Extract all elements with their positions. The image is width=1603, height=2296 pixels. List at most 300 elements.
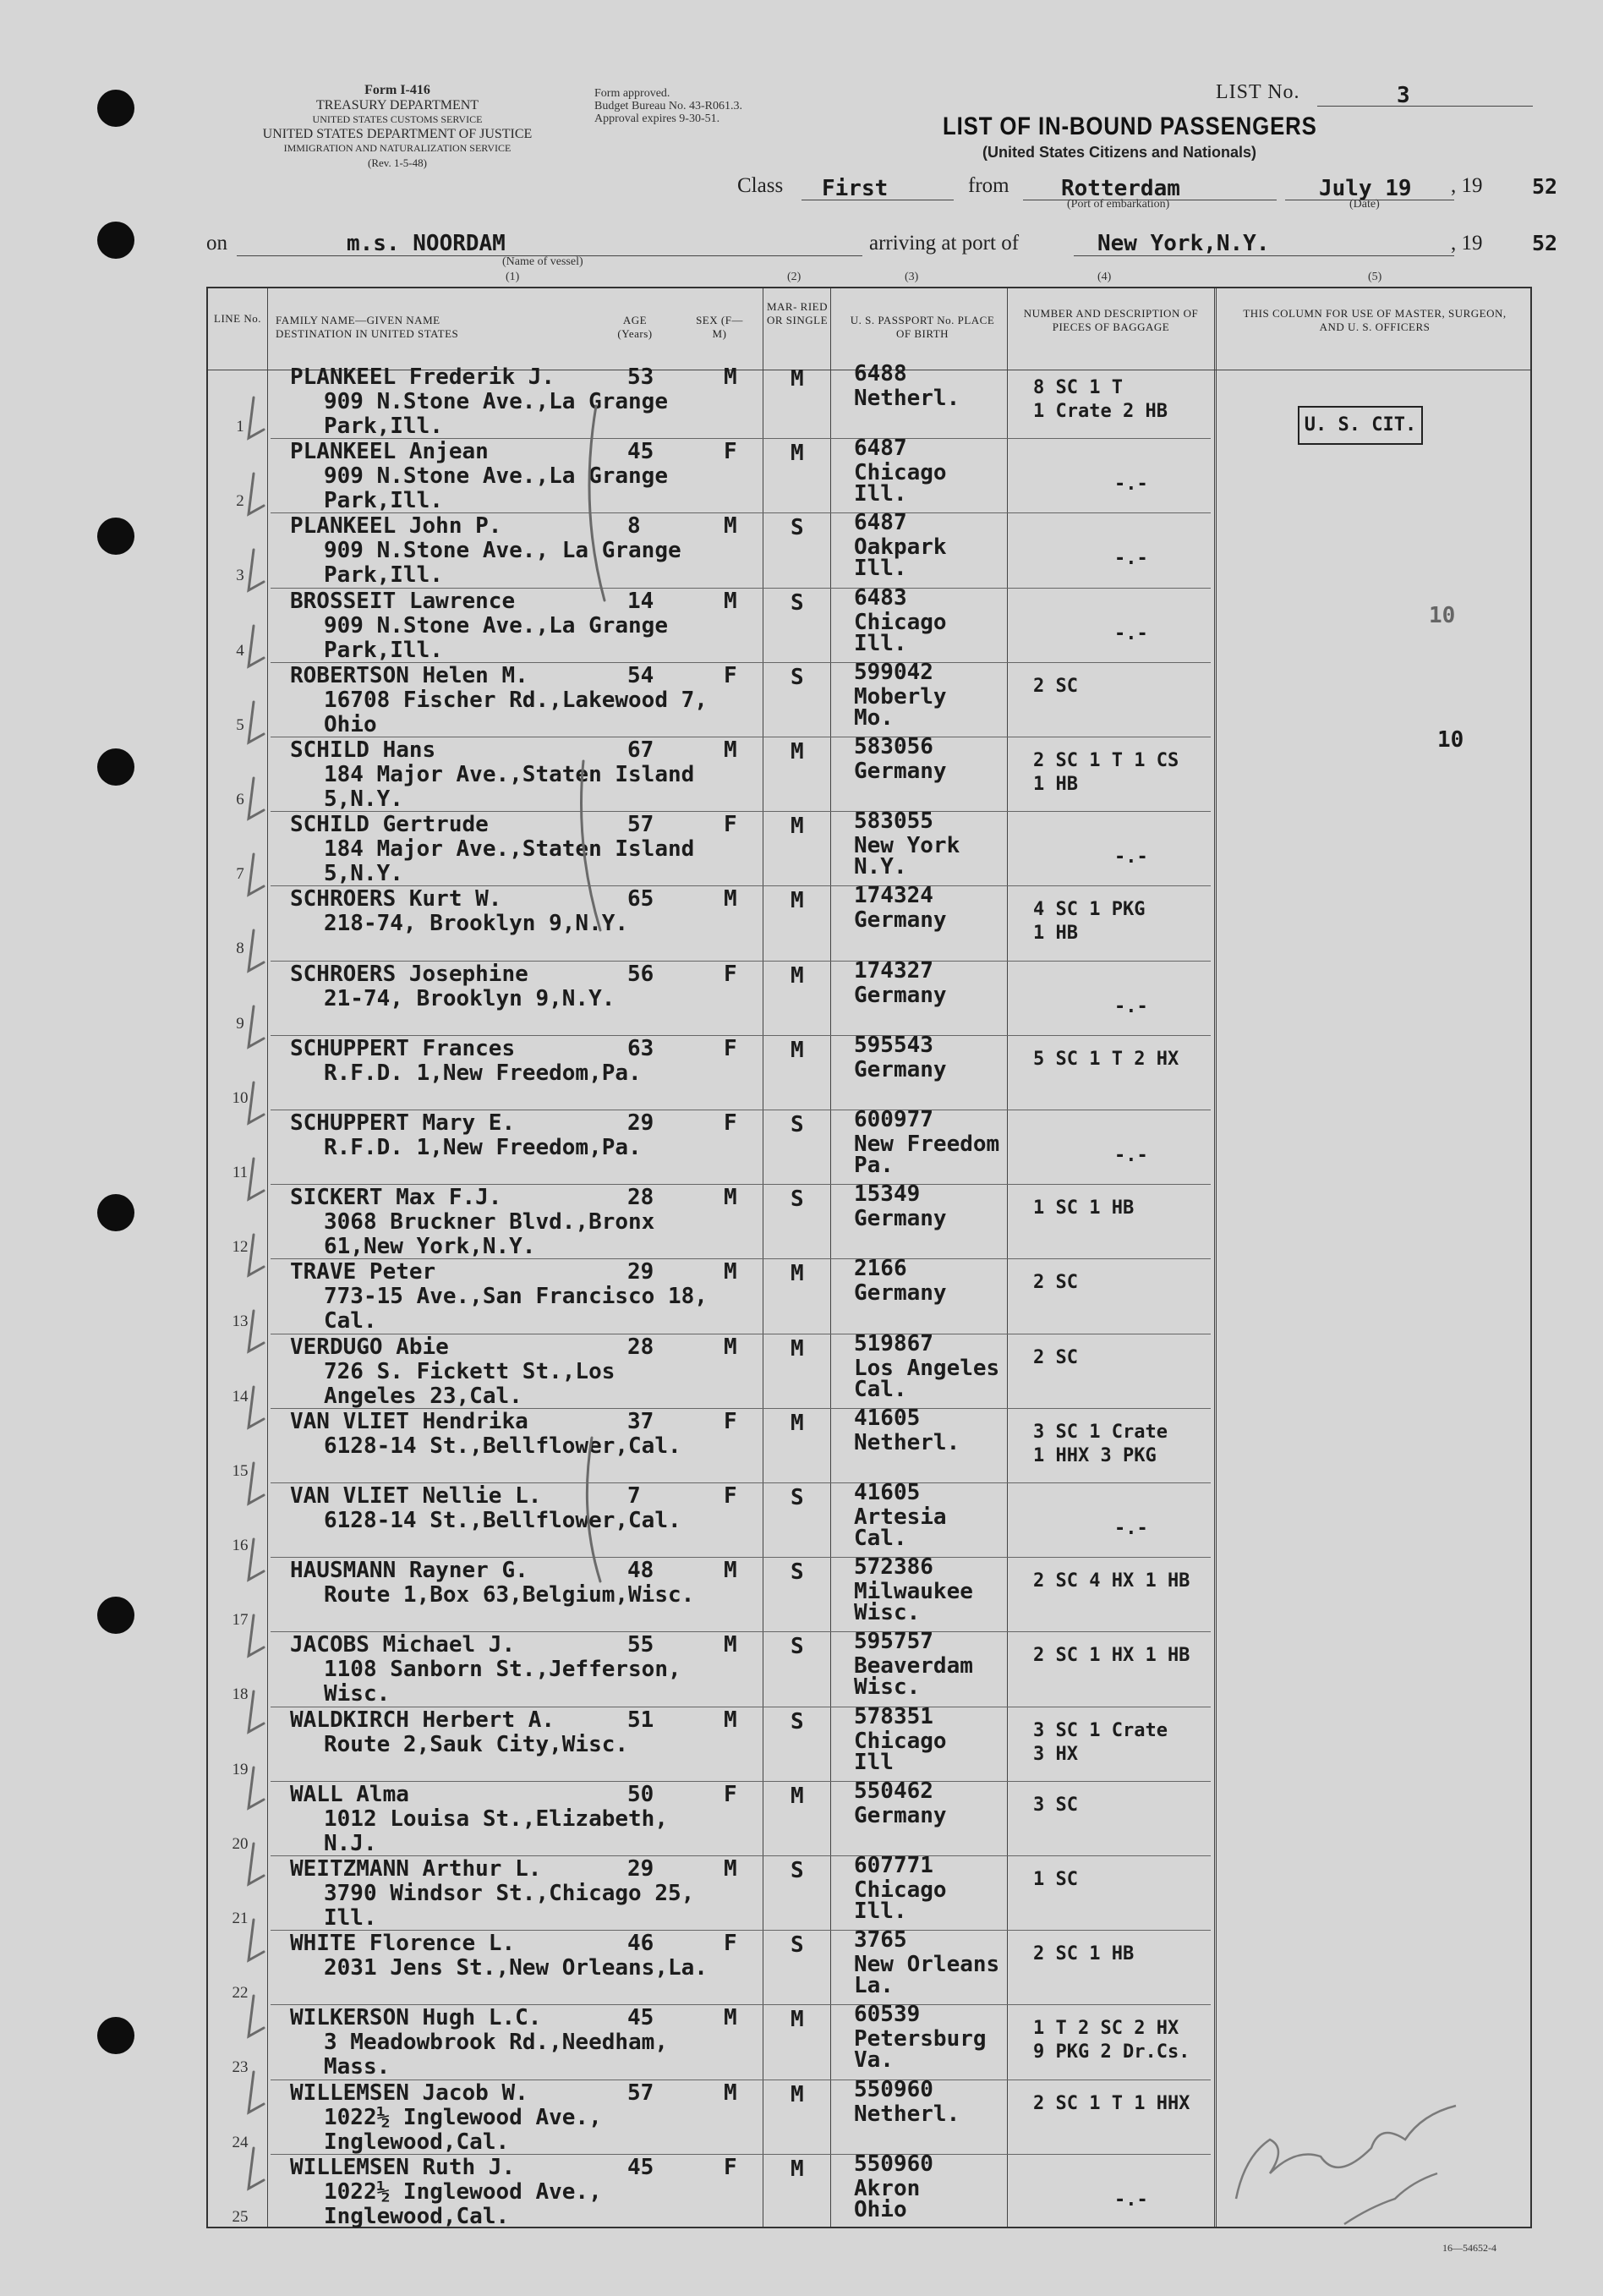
- passenger-name: SCHUPPERT Mary E.: [290, 1110, 516, 1136]
- marital-status: M: [791, 2156, 804, 2182]
- marital-status: S: [791, 590, 804, 616]
- passenger-age: 8: [627, 513, 641, 539]
- baggage-description: 1 T 2 SC 2 HX: [1033, 2018, 1179, 2039]
- passenger-name: TRAVE Peter: [290, 1259, 436, 1285]
- passenger-name: WILLEMSEN Ruth J.: [290, 2155, 516, 2180]
- line-number: 2: [236, 492, 244, 510]
- year-prefix: , 19: [1451, 174, 1483, 197]
- baggage-description: 2 SC 1 T 1 HHX: [1033, 2093, 1190, 2114]
- baggage-description: -.-: [1114, 623, 1148, 644]
- line-number: 3: [236, 567, 244, 584]
- passenger-sex: F: [724, 2155, 737, 2180]
- place-of-birth: Germany: [854, 1206, 947, 1231]
- destination-address: Mass.: [324, 2054, 391, 2080]
- passenger-age: 67: [627, 737, 654, 763]
- place-of-birth: Ill.: [854, 631, 907, 656]
- passenger-sex: M: [724, 1707, 737, 1733]
- baggage-description: 1 Crate 2 HB: [1033, 401, 1168, 422]
- destination-address: Ill.: [324, 1905, 377, 1931]
- passenger-sex: F: [724, 812, 737, 837]
- baggage-description: 4 SC 1 PKG: [1033, 899, 1146, 920]
- form-number: Form I-416: [364, 83, 430, 97]
- column-header-baggage: NUMBER AND DESCRIPTION OF PIECES OF BAGGAGE: [1023, 307, 1199, 333]
- destination-address: Route 1,Box 63,Belgium,Wisc.: [324, 1582, 695, 1608]
- baggage-description: 1 HB: [1033, 774, 1078, 795]
- passenger-sex: M: [724, 364, 737, 390]
- place-of-birth: Los Angeles: [854, 1356, 1000, 1381]
- place-of-birth: Germany: [854, 1280, 947, 1306]
- column-header-married: MAR- RIED OR SINGLE: [766, 300, 829, 326]
- arriving-label: arriving at port of: [869, 232, 1020, 255]
- line-number: 20: [232, 1835, 249, 1853]
- passenger-name: SICKERT Max F.J.: [290, 1185, 502, 1210]
- destination-address: Park,Ill.: [324, 414, 443, 439]
- ins-label: IMMIGRATION AND NATURALIZATION SERVICE: [283, 142, 512, 154]
- destination-address: R.F.D. 1,New Freedom,Pa.: [324, 1060, 642, 1086]
- place-of-birth: Netherl.: [854, 2101, 960, 2127]
- passport-number: 519867: [854, 1331, 933, 1356]
- passenger-name: SCHROERS Kurt W.: [290, 886, 502, 912]
- passenger-name: BROSSEIT Lawrence: [290, 589, 516, 614]
- passenger-name: VAN VLIET Hendrika: [290, 1409, 528, 1434]
- line-number: 16: [232, 1537, 249, 1554]
- marital-status: M: [791, 1784, 804, 1809]
- passport-number: 600977: [854, 1107, 933, 1132]
- class-value: First: [822, 176, 889, 201]
- destination-address: 909 N.Stone Ave.,La Grange: [324, 613, 668, 638]
- place-of-birth: Ill.: [854, 481, 907, 507]
- passenger-sex: M: [724, 1185, 737, 1210]
- passport-number: 583055: [854, 808, 933, 834]
- passenger-age: 29: [627, 1856, 654, 1882]
- passenger-sex: M: [724, 2005, 737, 2030]
- customs-label: UNITED STATES CUSTOMS SERVICE: [312, 113, 483, 125]
- passenger-sex: M: [724, 1334, 737, 1360]
- place-of-birth: Artesia: [854, 1504, 947, 1530]
- passenger-age: 48: [627, 1558, 654, 1583]
- passenger-name: SCHUPPERT Frances: [290, 1036, 516, 1061]
- destination-address: 2031 Jens St.,New Orleans,La.: [324, 1955, 708, 1981]
- passenger-age: 45: [627, 439, 654, 464]
- passport-number: 41605: [854, 1406, 921, 1431]
- passenger-sex: F: [724, 1931, 737, 1956]
- place-of-birth: N.Y.: [854, 854, 907, 879]
- passenger-name: VERDUGO Abie: [290, 1334, 449, 1360]
- marital-status: M: [791, 963, 804, 989]
- passport-number: 6487: [854, 436, 907, 461]
- column-number: (1): [506, 271, 520, 283]
- baggage-description: -.-: [1114, 474, 1148, 495]
- officer-mark: 10: [1437, 727, 1464, 753]
- passport-number: 607771: [854, 1853, 933, 1878]
- passenger-name: WILKERSON Hugh L.C.: [290, 2005, 542, 2030]
- baggage-description: 3 HX: [1033, 1744, 1078, 1765]
- line-number: 4: [236, 642, 244, 660]
- justice-label: UNITED STATES DEPARTMENT OF JUSTICE: [262, 127, 533, 141]
- place-of-birth: Wisc.: [854, 1600, 921, 1625]
- passenger-sex: M: [724, 589, 737, 614]
- destination-address: 3 Meadowbrook Rd.,Needham,: [324, 2030, 668, 2055]
- passenger-sex: F: [724, 962, 737, 987]
- passenger-sex: F: [724, 439, 737, 464]
- destination-address: 1022½ Inglewood Ave.,: [324, 2105, 602, 2130]
- line-number: 24: [232, 2134, 249, 2151]
- baggage-description: -.-: [1114, 2189, 1148, 2211]
- destination-address: 61,New York,N.Y.: [324, 1234, 536, 1259]
- passenger-age: 63: [627, 1036, 654, 1061]
- baggage-description: -.-: [1114, 996, 1148, 1017]
- passenger-age: 53: [627, 364, 654, 390]
- class-label: Class: [737, 174, 784, 197]
- passenger-age: 14: [627, 589, 654, 614]
- passport-number: 595543: [854, 1033, 933, 1058]
- place-of-birth: Germany: [854, 759, 947, 784]
- passenger-age: 7: [627, 1483, 641, 1509]
- column-header-passport: U. S. PASSPORT No. PLACE OF BIRTH: [850, 314, 995, 340]
- marital-status: M: [791, 739, 804, 764]
- destination-address: 3790 Windsor St.,Chicago 25,: [324, 1881, 695, 1906]
- line-number: 18: [232, 1685, 249, 1703]
- line-number: 12: [232, 1238, 249, 1256]
- destination-address: Inglewood,Cal.: [324, 2129, 510, 2155]
- place-of-birth: Ill.: [854, 556, 907, 581]
- line-number: 15: [232, 1462, 249, 1480]
- list-number-value: 3: [1397, 83, 1410, 108]
- place-of-birth: Chicago: [854, 460, 947, 485]
- place-of-birth: Chicago: [854, 610, 947, 635]
- line-number: 11: [232, 1164, 249, 1181]
- column-number: (2): [787, 271, 802, 283]
- baggage-description: -.-: [1114, 1145, 1148, 1166]
- column-header-age: AGE (Years): [617, 314, 653, 340]
- passenger-sex: M: [724, 1856, 737, 1882]
- passport-number: 174327: [854, 958, 933, 984]
- column-number: (3): [905, 271, 919, 283]
- place-of-birth: Va.: [854, 2047, 894, 2073]
- passport-number: 550462: [854, 1778, 933, 1804]
- passenger-name: WALL Alma: [290, 1782, 409, 1807]
- column-number: (5): [1368, 271, 1382, 283]
- on-label: on: [206, 232, 227, 255]
- passenger-sex: M: [724, 737, 737, 763]
- passport-number: 6483: [854, 585, 907, 611]
- document-subtitle: (United States Citizens and Nationals): [982, 144, 1257, 161]
- passenger-sex: F: [724, 1782, 737, 1807]
- place-of-birth: New Freedom: [854, 1132, 1000, 1157]
- destination-address: 909 N.Stone Ave.,La Grange: [324, 463, 668, 489]
- passenger-name: SCHILD Hans: [290, 737, 436, 763]
- line-number: 13: [232, 1312, 249, 1330]
- passenger-name: VAN VLIET Nellie L.: [290, 1483, 542, 1509]
- line-number: 6: [236, 791, 244, 808]
- baggage-description: 5 SC 1 T 2 HX: [1033, 1049, 1179, 1070]
- destination-address: 1012 Louisa St.,Elizabeth,: [324, 1806, 668, 1832]
- destination-address: Wisc.: [324, 1681, 391, 1707]
- destination-address: N.J.: [324, 1831, 377, 1856]
- passport-number: 6487: [854, 510, 907, 535]
- baggage-description: 1 HHX 3 PKG: [1033, 1445, 1157, 1466]
- passport-number: 60539: [854, 2002, 921, 2027]
- revision-label: (Rev. 1-5-48): [368, 156, 427, 169]
- passenger-age: 55: [627, 1632, 654, 1658]
- baggage-description: 2 SC 1 HB: [1033, 1943, 1135, 1964]
- line-number: 1: [236, 418, 244, 436]
- destination-address: Park,Ill.: [324, 562, 443, 588]
- destination-address: Angeles 23,Cal.: [324, 1384, 522, 1409]
- passenger-sex: M: [724, 2080, 737, 2106]
- baggage-description: 2 SC 1 HX 1 HB: [1033, 1645, 1190, 1666]
- place-of-birth: Netherl.: [854, 386, 960, 411]
- passenger-age: 29: [627, 1110, 654, 1136]
- place-of-birth: Petersburg: [854, 2026, 987, 2052]
- year-prefix-2: , 19: [1451, 232, 1483, 255]
- column-number: (4): [1097, 271, 1112, 283]
- passport-number: 578351: [854, 1704, 933, 1729]
- column-header-line: LINE No.: [214, 312, 261, 325]
- place-of-birth: Moberly: [854, 684, 947, 710]
- approval-line: Form approved.: [594, 87, 670, 100]
- line-number: 8: [236, 940, 244, 957]
- passport-number: 174324: [854, 883, 933, 908]
- marital-status: M: [791, 1038, 804, 1063]
- destination-address: 1022½ Inglewood Ave.,: [324, 2179, 602, 2205]
- passenger-sex: M: [724, 1558, 737, 1583]
- line-number: 9: [236, 1015, 244, 1033]
- place-of-birth: Beaverdam: [854, 1653, 973, 1679]
- marital-status: S: [791, 1112, 804, 1137]
- line-number: 25: [232, 2208, 249, 2226]
- place-of-birth: Ohio: [854, 2197, 907, 2222]
- destination-address: Inglewood,Cal.: [324, 2204, 510, 2229]
- baggage-description: 8 SC 1 T: [1033, 377, 1123, 398]
- marital-status: M: [791, 2082, 804, 2107]
- place-of-birth: Cal.: [854, 1377, 907, 1402]
- approval-line: Approval expires 9-30-51.: [594, 112, 720, 125]
- line-number: 5: [236, 716, 244, 734]
- baggage-description: 1 SC: [1033, 1869, 1078, 1890]
- passport-number: 2166: [854, 1256, 907, 1281]
- line-number: 21: [232, 1910, 249, 1927]
- marital-status: S: [791, 1634, 804, 1659]
- from-label: from: [968, 174, 1009, 197]
- sailing-date: July 19: [1319, 176, 1412, 201]
- passenger-name: PLANKEEL John P.: [290, 513, 502, 539]
- approval-line: Budget Bureau No. 43-R061.3.: [594, 100, 742, 112]
- place-of-birth: Oakpark: [854, 534, 947, 560]
- destination-address: 726 S. Fickett St.,Los: [324, 1359, 615, 1384]
- baggage-description: -.-: [1114, 548, 1148, 569]
- passenger-age: 57: [627, 2080, 654, 2106]
- column-header-name: FAMILY NAME—GIVEN NAME DESTINATION IN UNITED STATES: [276, 314, 459, 340]
- destination-address: 184 Major Ave.,Staten Island: [324, 762, 695, 787]
- marital-status: S: [791, 1932, 804, 1958]
- place-of-birth: Mo.: [854, 705, 894, 731]
- form-code: 16—54652-4: [1442, 2242, 1496, 2254]
- marital-status: S: [791, 1559, 804, 1585]
- year-value: 52: [1532, 174, 1558, 199]
- passenger-age: 28: [627, 1334, 654, 1360]
- passport-number: 41605: [854, 1480, 921, 1505]
- passenger-age: 57: [627, 812, 654, 837]
- marital-status: M: [791, 441, 804, 466]
- passport-number: 6488: [854, 361, 907, 386]
- place-of-birth: Chicago: [854, 1729, 947, 1754]
- column-header-sex: SEX (F—M): [696, 314, 743, 340]
- passport-number: 15349: [854, 1181, 921, 1207]
- passenger-sex: F: [724, 1036, 737, 1061]
- passenger-age: 56: [627, 962, 654, 987]
- passenger-sex: F: [724, 1110, 737, 1136]
- document-title: LIST OF IN-BOUND PASSENGERS: [943, 112, 1317, 140]
- marital-status: M: [791, 366, 804, 392]
- passenger-name: JACOBS Michael J.: [290, 1632, 516, 1658]
- destination-address: Park,Ill.: [324, 638, 443, 663]
- place-of-birth: New Orleans: [854, 1952, 1000, 1977]
- line-number: 10: [232, 1089, 249, 1107]
- marital-status: S: [791, 515, 804, 540]
- destination-address: Park,Ill.: [324, 488, 443, 513]
- passenger-name: SCHROERS Josephine: [290, 962, 528, 987]
- passenger-age: 65: [627, 886, 654, 912]
- destination-address: 909 N.Stone Ave., La Grange: [324, 538, 681, 563]
- passport-number: 572386: [854, 1554, 933, 1580]
- marital-status: M: [791, 888, 804, 913]
- us-citizen-stamp: U. S. CIT.: [1298, 406, 1423, 445]
- baggage-description: -.-: [1114, 847, 1148, 868]
- place-of-birth: Ill.: [854, 1899, 907, 1924]
- destination-address: 184 Major Ave.,Staten Island: [324, 836, 695, 862]
- marital-status: S: [791, 665, 804, 690]
- passenger-sex: M: [724, 1632, 737, 1658]
- passenger-age: 50: [627, 1782, 654, 1807]
- passenger-age: 54: [627, 663, 654, 688]
- passenger-sex: F: [724, 1409, 737, 1434]
- passport-number: 599042: [854, 660, 933, 685]
- baggage-description: 3 SC 1 Crate: [1033, 1720, 1168, 1741]
- destination-address: Route 2,Sauk City,Wisc.: [324, 1732, 629, 1757]
- column-header-officers: THIS COLUMN FOR USE OF MASTER, SURGEON, AND U. S. OFFICERS: [1243, 307, 1507, 333]
- destination-address: R.F.D. 1,New Freedom,Pa.: [324, 1135, 642, 1160]
- line-number: 23: [232, 2058, 249, 2076]
- place-of-birth: Germany: [854, 983, 947, 1008]
- place-of-birth: Milwaukee: [854, 1579, 973, 1604]
- baggage-description: 2 SC 4 HX 1 HB: [1033, 1570, 1190, 1592]
- place-of-birth: Cal.: [854, 1526, 907, 1551]
- passenger-age: 46: [627, 1931, 654, 1956]
- passenger-name: SCHILD Gertrude: [290, 812, 489, 837]
- list-number-label: LIST No.: [1216, 81, 1300, 103]
- date-caption: (Date): [1349, 198, 1380, 211]
- place-of-birth: Netherl.: [854, 1430, 960, 1455]
- baggage-description: 3 SC 1 Crate: [1033, 1422, 1168, 1443]
- treasury-label: TREASURY DEPARTMENT: [315, 98, 479, 112]
- destination-address: 5,N.Y.: [324, 786, 403, 812]
- passenger-name: HAUSMANN Rayner G.: [290, 1558, 528, 1583]
- passenger-name: PLANKEEL Anjean: [290, 439, 489, 464]
- passport-number: 595757: [854, 1629, 933, 1654]
- destination-address: Ohio: [324, 712, 377, 737]
- passport-number: 550960: [854, 2151, 933, 2177]
- baggage-description: 2 SC: [1033, 1272, 1078, 1293]
- destination-address: 218-74, Brooklyn 9,N.Y.: [324, 911, 629, 936]
- baggage-description: -.-: [1114, 1518, 1148, 1539]
- vessel-name: m.s. NOORDAM: [347, 231, 506, 256]
- passenger-name: WILLEMSEN Jacob W.: [290, 2080, 528, 2106]
- passport-number: 3765: [854, 1927, 907, 1953]
- place-of-birth: Wisc.: [854, 1674, 921, 1700]
- marital-status: M: [791, 814, 804, 839]
- place-of-birth: La.: [854, 1973, 894, 1998]
- passenger-name: PLANKEEL Frederik J.: [290, 364, 555, 390]
- passenger-name: WALDKIRCH Herbert A.: [290, 1707, 555, 1733]
- place-of-birth: Germany: [854, 1803, 947, 1828]
- marital-status: M: [791, 1411, 804, 1436]
- destination-address: 16708 Fischer Rd.,Lakewood 7,: [324, 688, 708, 713]
- place-of-birth: Pa.: [854, 1153, 894, 1178]
- destination-address: 5,N.Y.: [324, 861, 403, 886]
- line-number: 17: [232, 1611, 249, 1629]
- baggage-description: 2 SC 1 T 1 CS: [1033, 750, 1179, 771]
- place-of-birth: Ill: [854, 1750, 894, 1775]
- marital-status: S: [791, 1709, 804, 1734]
- passenger-sex: M: [724, 1259, 737, 1285]
- passport-number: 583056: [854, 734, 933, 759]
- baggage-description: 2 SC: [1033, 676, 1078, 697]
- passenger-age: 37: [627, 1409, 654, 1434]
- passenger-name: WHITE Florence L.: [290, 1931, 516, 1956]
- line-number: 14: [232, 1388, 249, 1406]
- marital-status: S: [791, 1485, 804, 1510]
- destination-address: 773-15 Ave.,San Francisco 18,: [324, 1284, 708, 1309]
- place-of-birth: Germany: [854, 907, 947, 933]
- passenger-age: 51: [627, 1707, 654, 1733]
- baggage-description: 3 SC: [1033, 1795, 1078, 1816]
- passport-number: 550960: [854, 2077, 933, 2102]
- destination-address: 6128-14 St.,Bellflower,Cal.: [324, 1508, 681, 1533]
- line-number: 22: [232, 1984, 249, 2002]
- line-number: 7: [236, 865, 244, 883]
- passenger-age: 45: [627, 2005, 654, 2030]
- embarkation-port: Rotterdam: [1061, 176, 1180, 201]
- place-of-birth: New York: [854, 833, 960, 858]
- marital-status: S: [791, 1858, 804, 1883]
- passenger-age: 29: [627, 1259, 654, 1285]
- place-of-birth: Akron: [854, 2176, 921, 2201]
- destination-address: 21-74, Brooklyn 9,N.Y.: [324, 986, 615, 1011]
- destination-address: Cal.: [324, 1308, 377, 1334]
- vessel-caption: (Name of vessel): [502, 255, 583, 268]
- passenger-name: ROBERTSON Helen M.: [290, 663, 528, 688]
- year-value-2: 52: [1532, 231, 1558, 255]
- embarkation-caption: (Port of embarkation): [1067, 198, 1170, 211]
- place-of-birth: Germany: [854, 1057, 947, 1082]
- marital-status: M: [791, 1261, 804, 1286]
- baggage-description: 1 SC 1 HB: [1033, 1197, 1135, 1219]
- baggage-description: 9 PKG 2 Dr.Cs.: [1033, 2041, 1190, 2063]
- line-number: 19: [232, 1761, 249, 1778]
- marital-status: M: [791, 2007, 804, 2032]
- destination-address: 6128-14 St.,Bellflower,Cal.: [324, 1433, 681, 1459]
- passenger-sex: M: [724, 886, 737, 912]
- passenger-age: 28: [627, 1185, 654, 1210]
- baggage-description: 1 HB: [1033, 923, 1078, 944]
- place-of-birth: Chicago: [854, 1877, 947, 1903]
- marital-status: S: [791, 1186, 804, 1212]
- arrival-port: New York,N.Y.: [1097, 231, 1270, 256]
- officer-mark: 10: [1429, 603, 1456, 628]
- destination-address: 1108 Sanborn St.,Jefferson,: [324, 1657, 681, 1682]
- passenger-age: 45: [627, 2155, 654, 2180]
